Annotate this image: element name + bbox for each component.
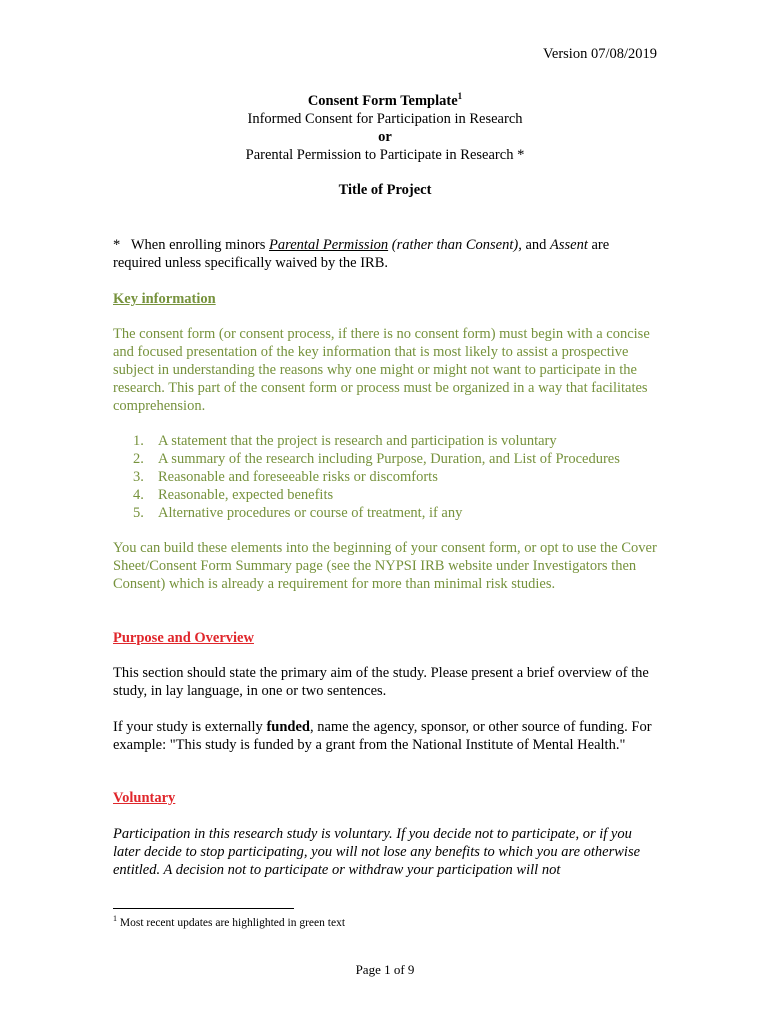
purpose-paragraph-1: This section should state the primary aim of the study. Please present a brief overview of the study, in lay language, in one or two sentences. bbox=[113, 665, 649, 699]
note-rather: (rather than Consent), bbox=[391, 237, 522, 253]
list-item-number: 1. bbox=[133, 433, 144, 449]
purpose-paragraph-2 bbox=[113, 718, 658, 754]
key-information-heading: Key information bbox=[113, 291, 216, 307]
funding-pre: If your study is externally bbox=[113, 719, 263, 735]
title-footnote-mark: 1 bbox=[457, 91, 463, 102]
project-title: Title of Project bbox=[338, 182, 432, 198]
footnote-mark: 1 bbox=[113, 914, 117, 923]
list-item-text: Reasonable, expected benefits bbox=[158, 487, 334, 503]
list-item-text: A summary of the research including Purpose, Duration, and List of Procedures bbox=[158, 451, 620, 467]
page-number: Page 1 of 9 bbox=[355, 962, 415, 977]
list-item-number: 3. bbox=[133, 469, 144, 485]
list-item bbox=[113, 450, 658, 468]
voluntary-paragraph: Participation in this research study is voluntary. If you decide not to participate, or if you later decide to stop participating, you will not lose any benefits to which you are otherwise entitled. A decision not to participate or withdraw your participation will not bbox=[113, 826, 641, 878]
list-item bbox=[113, 504, 658, 522]
title-line-2: Informed Consent for Participation in Research bbox=[247, 111, 523, 127]
note-parental-permission: Parental Permission bbox=[269, 237, 389, 253]
title-line-4: Parental Permission to Participate in Research * bbox=[245, 147, 525, 163]
note-lead: When enrolling minors bbox=[130, 237, 266, 253]
note-assent: Assent bbox=[550, 237, 588, 253]
key-information-paragraph: The consent form (or consent process, if there is no consent form) must begin with a concise and focused presentation of the key information that is most likely to assist a prospective subject in understanding the reasons why one might or might not want to participate in the research. This part of the consent form or process must be organized in a way that facilitates comprehension. bbox=[113, 326, 650, 414]
title-line-3: or bbox=[378, 129, 392, 145]
form-title-text: Consent Form Template bbox=[307, 93, 458, 109]
version-label: Version 07/08/2019 bbox=[543, 46, 657, 62]
list-item-text: A statement that the project is research and participation is voluntary bbox=[158, 433, 557, 449]
funding-bold: funded bbox=[266, 719, 310, 735]
footnote-text: Most recent updates are highlighted in green text bbox=[119, 916, 346, 929]
list-item-number: 2. bbox=[133, 451, 144, 467]
key-information-list bbox=[113, 432, 658, 522]
title-block bbox=[113, 92, 657, 164]
list-item-text: Reasonable and foreseeable risks or discomforts bbox=[158, 469, 438, 485]
footnote bbox=[113, 914, 345, 929]
list-item bbox=[113, 432, 658, 450]
list-item bbox=[113, 468, 658, 486]
voluntary-heading: Voluntary bbox=[113, 790, 176, 806]
list-item-number: 4. bbox=[133, 487, 144, 503]
list-item-number: 5. bbox=[133, 505, 144, 521]
form-title bbox=[113, 92, 657, 110]
note-rest: are required unless specifically waived by the IRB. bbox=[113, 237, 610, 271]
minors-note bbox=[113, 236, 658, 272]
footnote-divider bbox=[113, 908, 294, 909]
list-item-text: Alternative procedures or course of treatment, if any bbox=[158, 505, 463, 521]
funding-post: , name the agency, sponsor, or other source of funding. For example: "This study is funded by a grant from the National Institute of Mental Health." bbox=[113, 719, 652, 753]
note-and: and bbox=[525, 237, 547, 253]
list-item bbox=[113, 486, 658, 504]
purpose-heading: Purpose and Overview bbox=[113, 630, 254, 646]
note-star: * bbox=[113, 237, 121, 253]
key-information-closing: You can build these elements into the beginning of your consent form, or opt to use the Cover Sheet/Consent Form Summary page (see the NYPSI IRB website under Investigators then Consent) which is already a requirement for more than minimal risk studies. bbox=[113, 540, 657, 592]
